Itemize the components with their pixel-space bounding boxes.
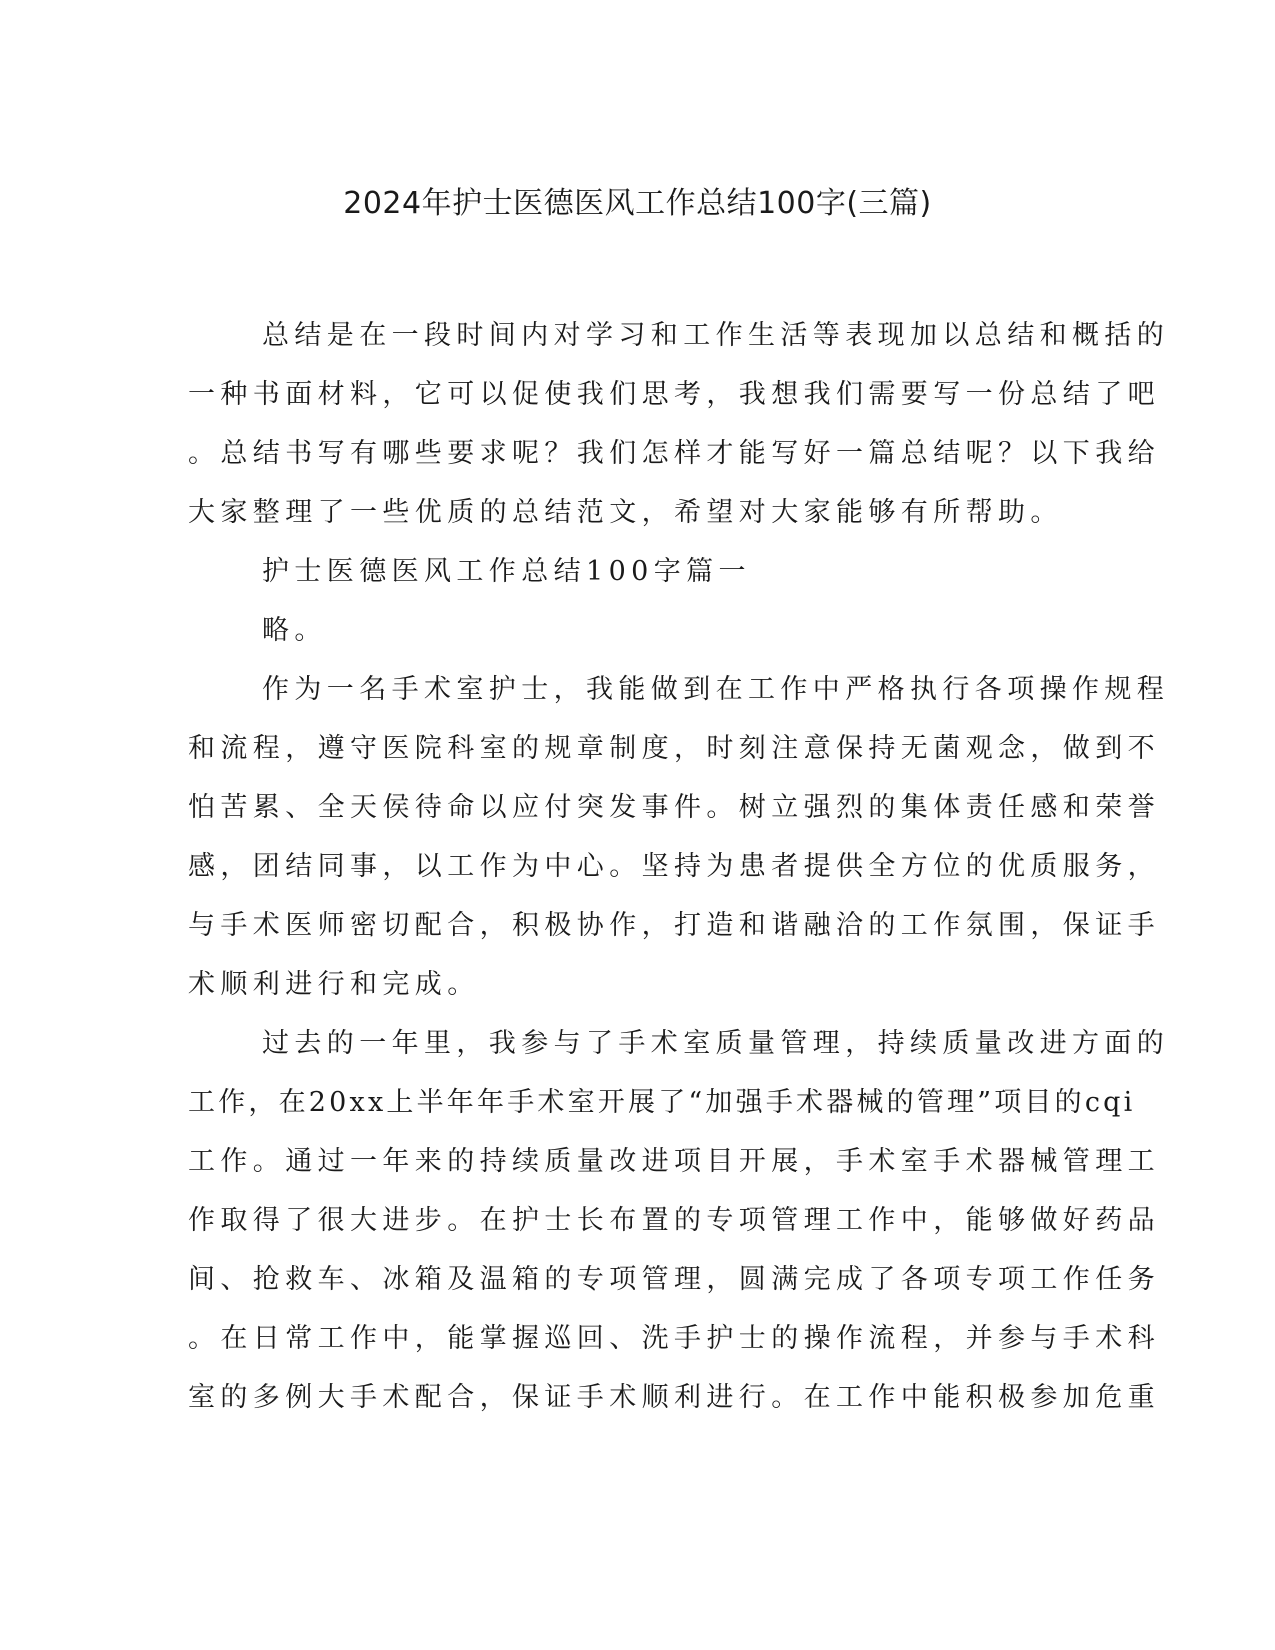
paragraph-line: 总结是在一段时间内对学习和工作生活等表现加以总结和概括的 xyxy=(262,320,1170,351)
section-heading: 护士医德医风工作总结100字篇一 xyxy=(262,556,751,587)
paragraph-line: 过去的一年里，我参与了手术室质量管理，持续质量改进方面的 xyxy=(262,1028,1170,1059)
paragraph-line: 感，团结同事，以工作为中心。坚持为患者提供全方位的优质服务， xyxy=(188,851,1160,882)
paragraph-line: 与手术医师密切配合，积极协作，打造和谐融洽的工作氛围，保证手 xyxy=(188,910,1160,941)
paragraph-line: 术顺利进行和完成。 xyxy=(188,969,480,1000)
paragraph-line: 工作，在20xx上半年年手术室开展了“加强手术器械的管理”项目的cqi xyxy=(188,1087,1136,1118)
paragraph-line: 一种书面材料，它可以促使我们思考，我想我们需要写一份总结了吧 xyxy=(188,379,1160,410)
paragraph-line: 略。 xyxy=(262,615,327,646)
paragraph-line: 怕苦累、全天侯待命以应付突发事件。树立强烈的集体责任感和荣誉 xyxy=(188,792,1160,823)
paragraph-line: 。总结书写有哪些要求呢？我们怎样才能写好一篇总结呢？以下我给 xyxy=(188,438,1160,469)
paragraph-line: 间、抢救车、冰箱及温箱的专项管理，圆满完成了各项专项工作任务 xyxy=(188,1264,1160,1295)
paragraph-line: 和流程，遵守医院科室的规章制度，时刻注意保持无菌观念，做到不 xyxy=(188,733,1160,764)
document-title: 2024年护士医德医风工作总结100字(三篇) xyxy=(343,186,932,221)
paragraph-line: 。在日常工作中，能掌握巡回、洗手护士的操作流程，并参与手术科 xyxy=(188,1323,1160,1354)
paragraph-line: 工作。通过一年来的持续质量改进项目开展，手术室手术器械管理工 xyxy=(188,1146,1160,1177)
paragraph-line: 作取得了很大进步。在护士长布置的专项管理工作中，能够做好药品 xyxy=(188,1205,1160,1236)
paragraph-line: 作为一名手术室护士，我能做到在工作中严格执行各项操作规程 xyxy=(262,674,1170,705)
paragraph-line: 大家整理了一些优质的总结范文，希望对大家能够有所帮助。 xyxy=(188,497,1063,528)
paragraph-line: 室的多例大手术配合，保证手术顺利进行。在工作中能积极参加危重 xyxy=(188,1382,1160,1413)
